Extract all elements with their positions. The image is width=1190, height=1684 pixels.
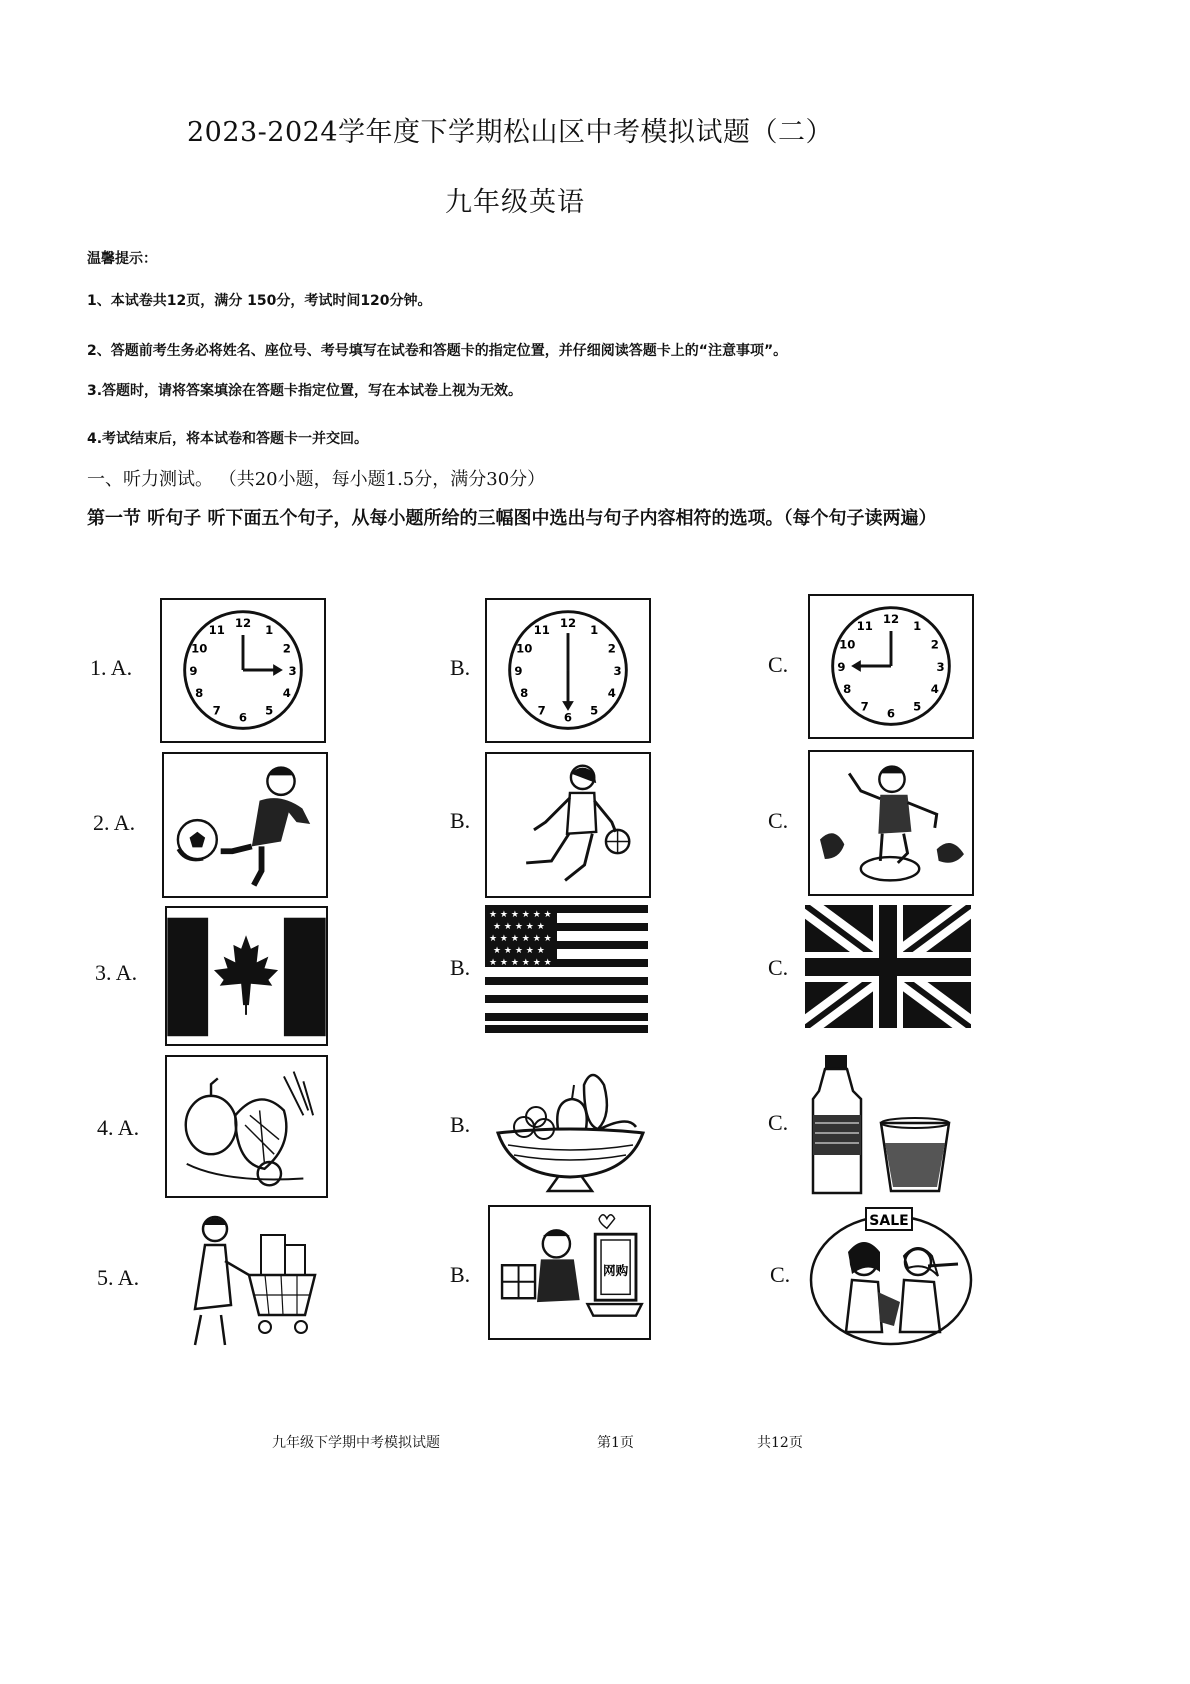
tip-item-3: 3.答题时，请将答案填涂在答题卡指定位置，写在本试卷上视为无效。 [87, 383, 523, 399]
svg-text:1: 1 [913, 619, 922, 634]
exam-subtitle: 九年级英语 [445, 187, 585, 218]
svg-text:4: 4 [282, 686, 291, 701]
svg-text:4: 4 [930, 682, 939, 697]
svg-text:2: 2 [607, 641, 616, 656]
canada-flag-icon [165, 906, 328, 1046]
svg-text:8: 8 [843, 682, 852, 697]
clock-nine-icon [808, 594, 974, 739]
svg-text:4: 4 [607, 686, 616, 701]
svg-text:2: 2 [930, 637, 939, 652]
bottle-and-glass-icon [805, 1055, 971, 1195]
svg-text:6: 6 [563, 710, 573, 725]
svg-text:★ ★ ★ ★ ★ ★: ★ ★ ★ ★ ★ ★ [489, 934, 552, 944]
q5-label-c: C. [770, 1262, 791, 1287]
footer-total-pages: 共12页 [757, 1435, 803, 1451]
supermarket-shopping-icon [165, 1205, 328, 1348]
svg-text:5: 5 [265, 703, 274, 718]
q2-label-c: C. [768, 808, 789, 833]
sale-shopping-icon [808, 1202, 974, 1347]
exam-title: 2023-2024学年度下学期松山区中考模拟试题（二） [186, 117, 834, 148]
svg-text:1: 1 [590, 623, 599, 638]
q4-label-a: 4. A. [97, 1115, 140, 1140]
svg-text:★ ★ ★ ★ ★ ★: ★ ★ ★ ★ ★ ★ [489, 910, 552, 920]
q4-label-c: C. [768, 1110, 789, 1135]
svg-text:7: 7 [860, 699, 869, 714]
svg-text:12: 12 [234, 616, 252, 631]
q4-label-b: B. [450, 1112, 471, 1137]
svg-text:12: 12 [559, 616, 577, 631]
svg-text:7: 7 [212, 703, 221, 718]
svg-text:8: 8 [520, 686, 529, 701]
svg-text:9: 9 [514, 663, 523, 678]
footer-exam-name: 九年级下学期中考模拟试题 [272, 1435, 440, 1451]
q3-label-b: B. [450, 955, 471, 980]
svg-text:5: 5 [913, 699, 922, 714]
uk-flag-icon [805, 905, 971, 1028]
svg-text:★ ★ ★ ★ ★: ★ ★ ★ ★ ★ [493, 946, 545, 956]
basketball-player-icon [485, 752, 651, 898]
fruit-bowl-icon [488, 1055, 651, 1195]
svg-text:12: 12 [882, 612, 900, 627]
svg-text:11: 11 [208, 623, 225, 638]
svg-text:3: 3 [936, 659, 945, 674]
svg-text:6: 6 [886, 706, 896, 721]
svg-text:5: 5 [590, 703, 599, 718]
q5-label-b: B. [450, 1262, 471, 1287]
q3-label-c: C. [768, 955, 789, 980]
clock-three-icon [160, 598, 326, 743]
svg-text:11: 11 [533, 623, 550, 638]
part-title: 第一节 听句子 听下面五个句子，从每小题所给的三幅图中选出与句子内容相符的选项。（每个句子读两遍） [87, 508, 937, 529]
online-shopping-icon [488, 1205, 651, 1340]
vegetables-icon [165, 1055, 328, 1198]
svg-text:1: 1 [265, 623, 274, 638]
q5-label-a: 5. A. [97, 1265, 140, 1290]
svg-text:8: 8 [195, 686, 204, 701]
svg-text:9: 9 [837, 659, 846, 674]
tip-item-1: 1、本试卷共12页，满分 150分，考试时间120分钟。 [87, 293, 432, 309]
online-sign-text: 网购 [602, 1262, 629, 1278]
q2-label-b: B. [450, 808, 471, 833]
clock-six-icon [485, 598, 651, 743]
q1-label-c: C. [768, 652, 789, 677]
svg-text:★ ★ ★ ★ ★ ★: ★ ★ ★ ★ ★ ★ [489, 958, 552, 968]
svg-text:3: 3 [288, 663, 297, 678]
svg-text:10: 10 [839, 637, 856, 652]
soccer-player-icon [162, 752, 328, 898]
tips-heading: 温馨提示： [87, 251, 157, 267]
tip-item-4: 4.考试结束后，将本试卷和答题卡一并交回。 [87, 431, 369, 447]
swimmer-icon [808, 750, 974, 896]
svg-text:9: 9 [189, 663, 198, 678]
q3-label-a: 3. A. [95, 960, 138, 985]
svg-text:★ ★ ★ ★ ★: ★ ★ ★ ★ ★ [493, 922, 545, 932]
svg-text:6: 6 [238, 710, 248, 725]
svg-text:3: 3 [613, 663, 622, 678]
footer-page-number: 第1页 [597, 1435, 634, 1451]
svg-text:11: 11 [856, 619, 873, 634]
q1-label-b: B. [450, 655, 471, 680]
svg-text:10: 10 [191, 641, 208, 656]
svg-text:7: 7 [537, 703, 546, 718]
section-title: 一、听力测试。 （共20小题，每小题1.5分，满分30分） [87, 469, 546, 490]
q2-label-a: 2. A. [93, 810, 136, 835]
usa-flag-icon [485, 905, 648, 1033]
svg-text:2: 2 [282, 641, 291, 656]
tip-item-2: 2、答题前考生务必将姓名、座位号、考号填写在试卷和答题卡的指定位置，并仔细阅读答题卡上的“注意事项”。 [87, 343, 788, 359]
svg-text:10: 10 [516, 641, 533, 656]
q1-label-a: 1. A. [90, 655, 133, 680]
sale-sign-text: SALE [869, 1213, 909, 1229]
